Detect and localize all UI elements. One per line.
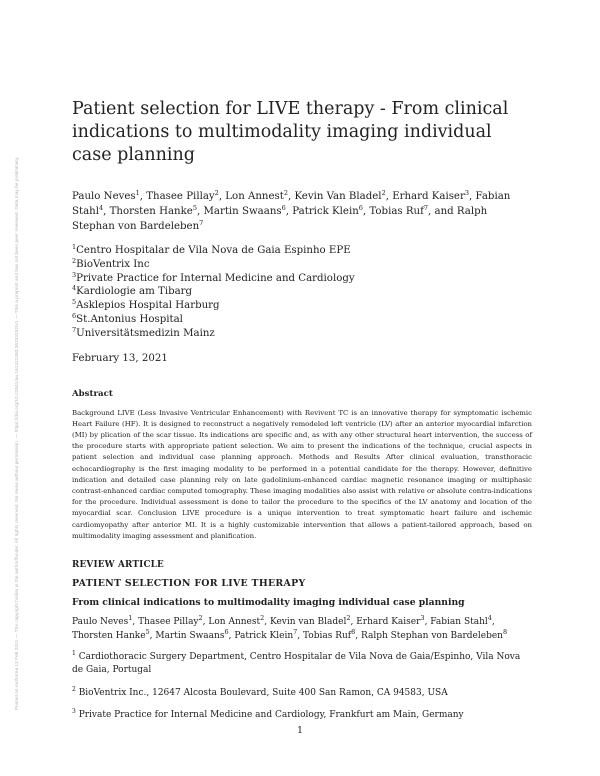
author-affiliation-mark: 7	[293, 627, 298, 636]
address-mark: 2	[72, 685, 76, 693]
author-affiliation-mark: 1	[128, 614, 133, 623]
author-affiliation-mark: 2	[260, 614, 265, 623]
author-name: Fabian Stahl	[430, 617, 488, 628]
author-affiliation-mark: 6	[281, 204, 286, 212]
author-affiliation-mark: 7	[199, 219, 204, 227]
author-name: Kevin Van Bladel	[294, 191, 382, 202]
author-name: Paulo Neves	[72, 617, 129, 628]
author-name: Kevin van Bladel	[270, 617, 347, 628]
author-affiliation-mark: 4	[487, 614, 492, 623]
author-name: Paulo Neves	[72, 191, 136, 202]
author	[292, 206, 363, 217]
author-name: Erhard Kaiser	[356, 617, 421, 628]
author	[361, 627, 508, 641]
author-affiliation-mark: 2	[346, 614, 351, 623]
paper-title: Patient selection for LIVE therapy - From clinical indications to multimodality imaging individual case planning	[72, 99, 509, 165]
author-name: Tobias Ruf	[303, 630, 352, 641]
affiliation-item	[72, 285, 532, 299]
address-item	[72, 651, 532, 678]
section-patient-selection: PATIENT SELECTION FOR LIVE THERAPY	[72, 578, 306, 590]
author-affiliation-mark: 8	[502, 627, 508, 636]
author-name: Martin Swaans	[155, 630, 225, 641]
author	[234, 627, 298, 641]
author-name: Thorsten Hanke	[109, 206, 193, 217]
author	[392, 191, 469, 202]
affiliation-mark: 6	[72, 311, 77, 320]
address-item	[72, 709, 532, 723]
address-item	[72, 687, 532, 701]
affiliation-mark: 1	[72, 243, 77, 251]
address-mark: 3	[72, 708, 76, 716]
paper-page	[72, 98, 532, 732]
author-affiliation-mark: 7	[423, 204, 429, 212]
address-text: Private Practice for Internal Medicine and Cardiology, Frankfurt am Main, Germany	[75, 710, 464, 721]
affiliation-item	[72, 299, 532, 313]
author	[294, 191, 385, 202]
author	[369, 206, 428, 217]
author	[72, 191, 140, 202]
section-subtitle: From clinical indications to multimodality imaging individual case planning	[72, 597, 465, 609]
affiliation-mark: 4	[72, 284, 77, 293]
address-text: Cardiothoracic Surgery Department, Centro Hospitalar de Vila Nova de Gaia/Espinho, Vila Nova de Gaia, Portugal	[72, 651, 521, 676]
author	[155, 627, 229, 641]
author-name: Tobias Ruf	[369, 206, 424, 217]
author	[303, 627, 356, 641]
affiliation-mark: 3	[72, 270, 77, 279]
affiliation-name: Universitätsmedizin Mainz	[76, 327, 215, 339]
author	[356, 614, 425, 628]
page-number: 1	[296, 725, 304, 736]
author-name: Lon Annest	[208, 617, 261, 628]
affiliation-list	[72, 244, 532, 341]
author-name: Thasee Pillay	[138, 617, 199, 628]
author-affiliation-mark: 3	[464, 189, 469, 197]
author	[270, 614, 351, 628]
author	[110, 206, 197, 217]
publication-date: February 13, 2021	[72, 352, 168, 364]
author-name: Lon Annest	[225, 191, 284, 202]
address-text: BioVentrix Inc., 12647 Alcosta Boulevard, Suite 400 San Ramon, CA 94583, USA	[75, 687, 448, 698]
author-affiliation-mark: 3	[420, 614, 425, 623]
preprint-side-stamp: Posted on Authorea 13 Feb 2021 — The copyright holder is the author/funder. All rights reserved. No reuse without permission. — https://doi.org/10.22541/au.161322483.36233252/v1 — This a preprint and has not been peer reviewed. Data may be preliminary.	[14, 156, 19, 710]
affiliation-name: Asklepios Hospital Harburg	[76, 300, 220, 312]
affiliation-name: Kardiologie am Tibarg	[76, 286, 193, 298]
author	[203, 206, 285, 217]
author-list: Paulo Neves$^1$, Thasee Pillay$^2$, Lon Annest$^2$, Kevin Van Bladel$^2$, Erhard Kaiser$^3$, Fabian Stahl$^4$, Thorsten Hanke$^5$, Martin Swaans$^6$, Patrick Klein$^6$, Tobias Ruf$^7$, and Ralph Stephan von Bardeleben$^7$	[72, 189, 511, 232]
affiliation-item	[72, 313, 532, 327]
affiliation-item	[72, 272, 532, 286]
affiliation-mark: 7	[72, 325, 77, 334]
author-name: Patrick Klein	[292, 206, 359, 217]
affiliation-mark: 5	[72, 298, 77, 307]
author-affiliation-mark: 2	[381, 189, 386, 197]
author	[430, 614, 492, 628]
abstract-heading: Abstract	[72, 388, 113, 399]
author	[208, 614, 265, 628]
affiliation-mark: 2	[72, 256, 77, 265]
affiliation-name: St.Antonius Hospital	[76, 313, 183, 325]
author-name: Erhard Kaiser	[392, 191, 465, 202]
affiliation-name: Centro Hospitalar de Vila Nova de Gaia Espinho EPE	[76, 245, 351, 256]
author-name: Fabian Stahl	[72, 191, 511, 217]
author-affiliation-mark: 2	[198, 614, 203, 623]
author-name: Martin Swaans	[203, 206, 282, 217]
section-review-article: REVIEW ARTICLE	[72, 560, 164, 571]
author	[72, 627, 150, 641]
author-name: Thasee Pillay	[146, 191, 215, 202]
author-affiliation-mark: 5	[145, 627, 150, 636]
author-affiliation-mark: 5	[192, 204, 197, 212]
abstract-body: Background LIVE (Less Invasive Ventricular Enhancement) with Revivent TC is an innovative therapy for symptomatic ischemic Heart Failure (HF). It is designed to reconstruct a negatively remodeled left ventricle (LV) after an anterior myocardial infarction (MI) by plication of the scar tissue. Its indications are specific and, as with any other structural heart intervention, the success of the procedure starts with appropriate patient selection. We aim to present the indications of the technique, crucial aspects in patient selection and individual case planning approach. Methods and Results After clinical evaluation, transthoracic echocardiography is the first imaging modality to be performed in a potential candidate for the therapy. However, definitive indication and detailed case planning rely on late gadolinium-enhanced cardiac magnetic resonance imaging or multiphasic contrast-enhanced cardiac computed tomography. These imaging modalities also assist with relative or absolute contra-indications for the procedure. Individual assessment is done to tailor the procedure to the specifics of the LV anatomy and location of the myocardial scar. Conclusion LIVE procedure is a unique intervention to treat symptomatic heart failure and ischemic cardiomyopathy after anterior MI. It is a highly customizable intervention that allows a patient-tailored approach, based on multimodality imaging assessment and planification.	[72, 408, 532, 540]
affiliation-item	[72, 258, 532, 272]
address-list	[72, 651, 532, 723]
affiliation-item	[72, 327, 532, 341]
author	[72, 614, 133, 628]
author-name: Ralph Stephan von Bardeleben	[72, 206, 488, 232]
author-affiliation-mark: 6	[358, 204, 363, 212]
author-name: Ralph Stephan von Bardeleben	[361, 630, 503, 641]
address-mark: 1	[72, 649, 76, 657]
author-name: Patrick Klein	[234, 630, 294, 641]
affiliation-name: Private Practice for Internal Medicine and Cardiology	[76, 272, 355, 284]
author-name: Thorsten Hanke	[72, 630, 146, 641]
author-affiliation-mark: 2	[283, 189, 288, 197]
author	[138, 614, 203, 628]
author	[225, 191, 288, 202]
author-affiliation-mark: 1	[135, 189, 140, 197]
author-affiliation-mark: 2	[214, 189, 219, 197]
affiliation-name: BioVentrix Inc	[76, 258, 150, 270]
author	[146, 191, 219, 202]
author-affiliation-mark: 8	[351, 627, 356, 636]
author-list-2: Paulo Neves$^1$, Thasee Pillay$^2$, Lon Annest$^2$, Kevin van Bladel$^2$, Erhard Kaiser$^3$, Fabian Stahl$^4$, Thorsten Hanke$^5$, Martin Swaans$^6$, Patrick Klein$^7$, Tobias Ruf$^8$, Ralph Stephan von Bardeleben$^8$	[72, 614, 508, 641]
author-affiliation-mark: 6	[224, 627, 229, 636]
affiliation-item	[72, 244, 532, 258]
author-affiliation-mark: 4	[98, 204, 104, 212]
